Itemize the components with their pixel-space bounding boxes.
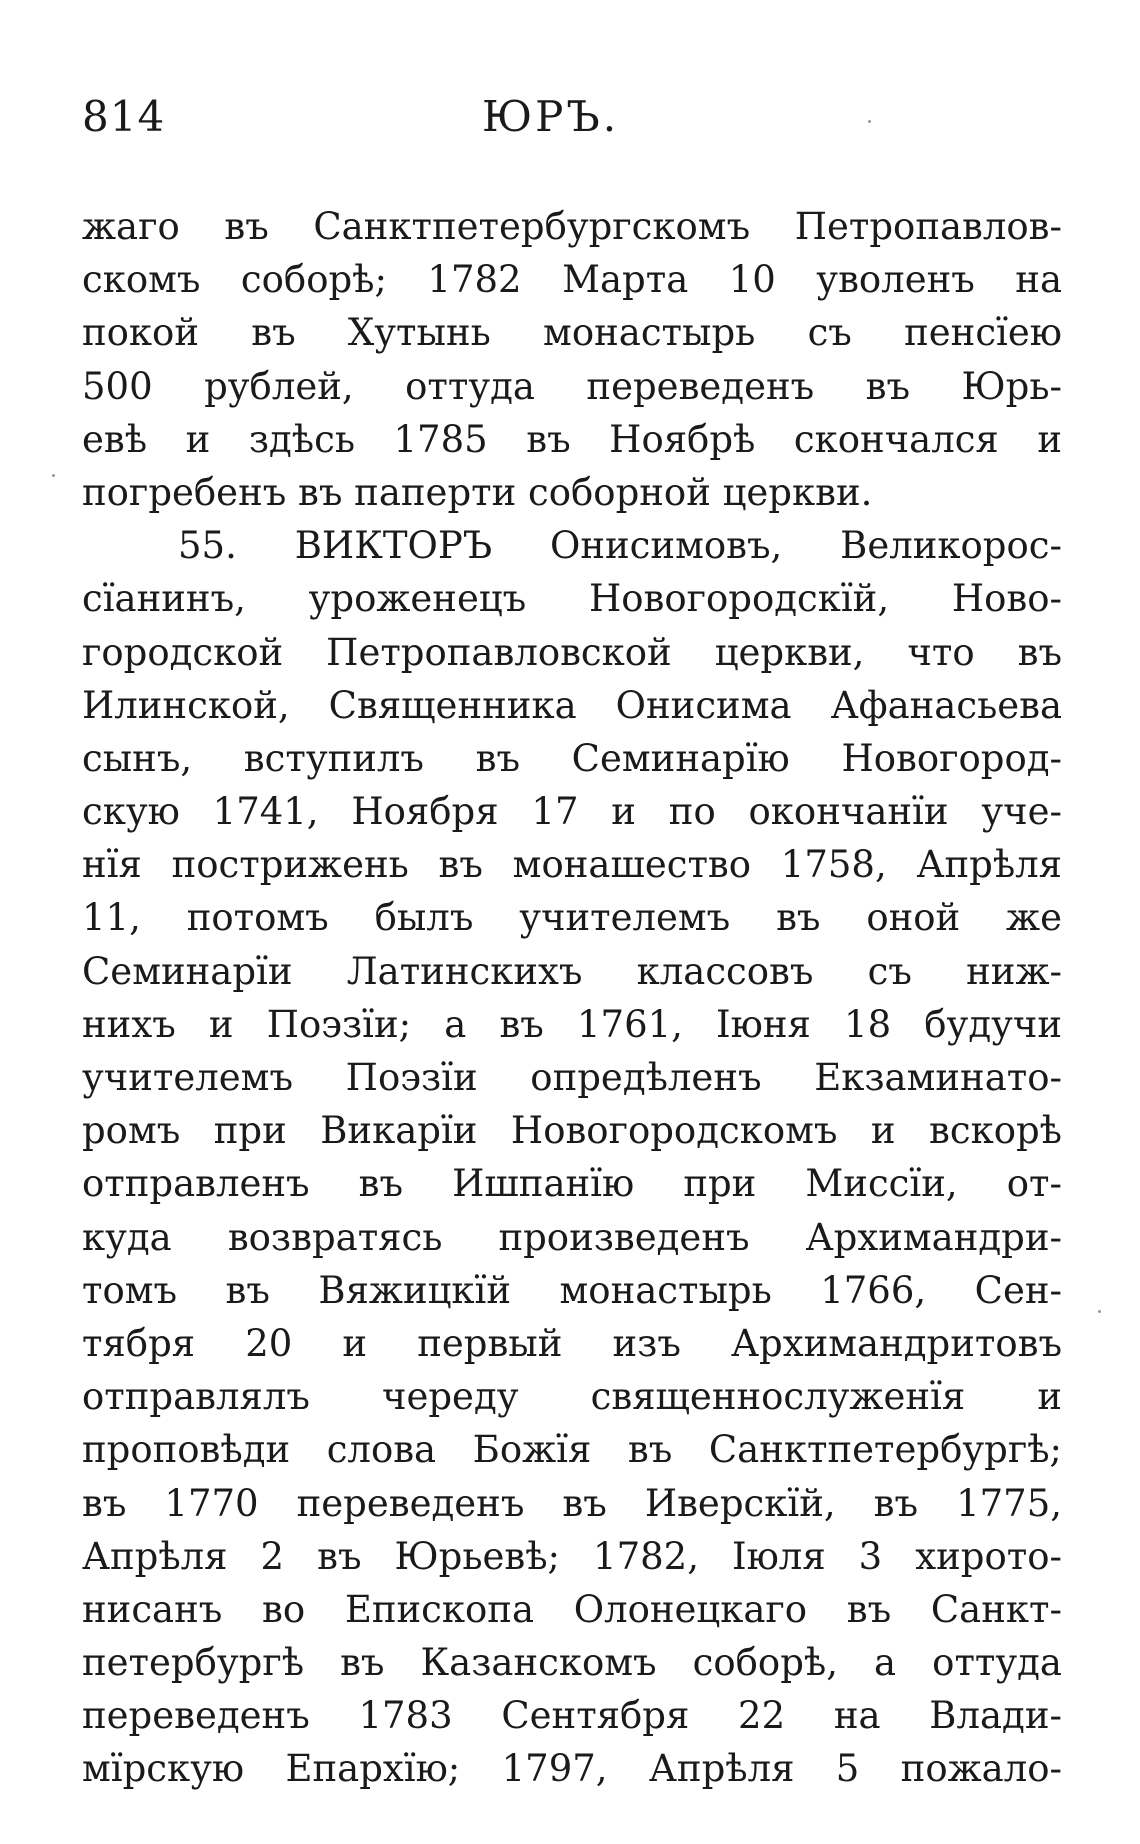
- text-line: покой въ Хутынь монастырь съ пенсїею: [82, 311, 1062, 355]
- text-line: скую 1741, Ноября 17 и по окончанїи уче-: [82, 790, 1062, 834]
- scan-speck: [1098, 1310, 1101, 1313]
- entry-heading-line: 55. ВИКТОРЪ Онисимовъ, Великорос-: [178, 524, 1062, 568]
- text-line: скомъ соборѣ; 1782 Марта 10 уволенъ на: [82, 258, 1062, 302]
- text-line: нисанъ во Епископа Олонецкаго въ Санкт-: [82, 1587, 1062, 1631]
- text-line: переведенъ 1783 Сентября 22 на Влади-: [82, 1694, 1062, 1738]
- body-text: [82, 200, 1062, 1796]
- text-line: нїя пострижень въ монашество 1758, Апрѣля: [82, 843, 1062, 887]
- text-line: Апрѣля 2 въ Юрьевѣ; 1782, Іюля 3 хирото-: [82, 1534, 1062, 1578]
- text-line: Илинской, Священника Онисима Афанасьева: [82, 683, 1062, 727]
- scan-speck: [52, 474, 55, 477]
- text-line: тября 20 и первый изъ Архимандритовъ: [82, 1321, 1062, 1365]
- text-line: нихъ и Поэзїи; а въ 1761, Іюня 18 будучи: [82, 1002, 1062, 1046]
- text-line: въ 1770 переведенъ въ Иверскїй, въ 1775,: [82, 1481, 1062, 1525]
- text-line: петербургѣ въ Казанскомъ соборѣ, а оттуда: [82, 1641, 1062, 1685]
- text-line: евѣ и здѣсь 1785 въ Ноябрѣ скончался и: [82, 417, 1062, 461]
- text-line: ромъ при Викарїи Новогородскомъ и вскорѣ: [82, 1109, 1062, 1153]
- text-line: сынъ, вступилъ въ Семинарїю Новогород-: [82, 736, 1062, 780]
- page-number: 814: [82, 92, 166, 141]
- text-line: Семинарїи Латинскихъ классовъ съ ниж-: [82, 949, 1062, 993]
- text-line: 500 рублей, оттуда переведенъ въ Юрь-: [82, 364, 1062, 408]
- text-line: учителемъ Поэзїи опредѣленъ Екзаминато-: [82, 1056, 1062, 1099]
- running-head: ЮРЪ.: [482, 92, 620, 141]
- text-line: куда возвратясь произведенъ Архимандри-: [82, 1215, 1062, 1259]
- text-line: отправлялъ череду священнослуженїя и: [82, 1375, 1062, 1419]
- text-line: томъ въ Вяжицкїй монастырь 1766, Сен-: [82, 1268, 1062, 1312]
- text-line: отправленъ въ Ишпанїю при Миссїи, от-: [82, 1162, 1062, 1206]
- text-line: городской Петропавловской церкви, что въ: [82, 630, 1062, 674]
- text-line: 11, потомъ былъ учителемъ въ оной же: [82, 896, 1062, 940]
- text-line: жаго въ Санктпетербургскомъ Петропавлов-: [82, 205, 1062, 248]
- text-line: мїрскую Епархїю; 1797, Апрѣля 5 пожало-: [82, 1747, 1062, 1791]
- page-header: [82, 92, 1072, 152]
- scan-speck: [868, 120, 871, 123]
- text-line: проповѣди слова Божїя въ Санктпетербургѣ;: [82, 1428, 1062, 1472]
- text-line: сїанинъ, уроженецъ Новогородскїй, Ново-: [82, 577, 1062, 621]
- text-line: погребенъ въ паперти соборной церкви.: [82, 470, 873, 514]
